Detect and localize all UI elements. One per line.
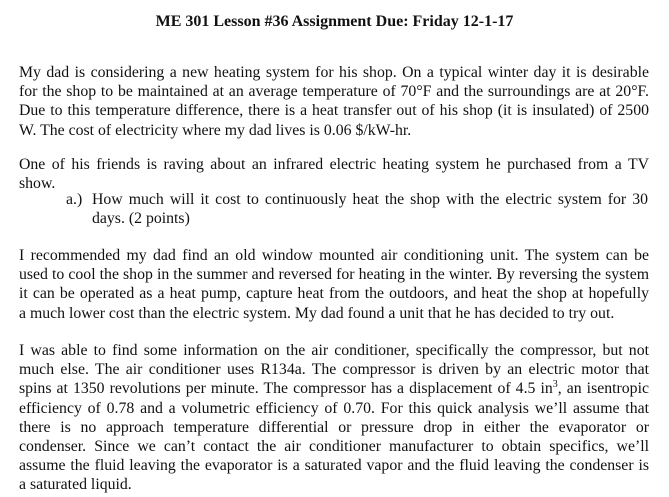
text-line: there is no approach temperature differential or pressure drop in either the evaporator or	[19, 418, 649, 436]
text-line: assume the fluid leaving the evaporator is a saturated vapor and the fluid leaving the condenser is	[19, 457, 649, 475]
text-line: used to cool the shop in the summer and reversed for heating in the winter. By reversing the system	[19, 266, 649, 284]
question-text: days. (2 points)	[92, 210, 190, 228]
text-line: One of his friends is raving about an infrared electric heating system he purchased from a TV	[19, 156, 649, 173]
text-line: efficiency of 0.78 and a volumetric efficiency of 0.70. For this quick analysis we’ll assume that	[19, 399, 649, 417]
question-label: a.)	[66, 191, 83, 208]
text-segment: spins at 1350 revolutions per minute. The compressor has a displacement of 4.5 in	[19, 380, 553, 398]
text-line: W. The cost of electricity where my dad lives is 0.06 $/kW-hr.	[19, 121, 412, 139]
text-line: I was able to find some information on the air conditioner, specifically the compressor, but not	[19, 342, 649, 359]
paragraph-heating-problem	[19, 63, 649, 140]
text-line: a much lower cost than the electric system. My dad found a unit that he has decided to try out.	[19, 304, 615, 322]
question-a	[66, 190, 648, 228]
text-line: much else. The air conditioner uses R134a. The compressor is driven by an electric motor that	[19, 361, 649, 379]
text-line: Due to this temperature difference, there is a heat transfer out of his shop (it is insulated) of 2500	[19, 102, 649, 120]
question-text: How much will it cost to continuously heat the shop with the electric system for 30	[92, 191, 648, 208]
text-line: show.	[19, 175, 56, 193]
text-segment: , an isentropic	[557, 380, 649, 398]
text-line: condenser. Since we can’t contact the air conditioner manufacturer to obtain specifics, we’ll	[19, 438, 649, 456]
text-line	[19, 379, 649, 398]
text-line: My dad is considering a new heating system for his shop. On a typical winter day it is desirable	[19, 64, 649, 81]
text-line: it can be operated as a heat pump, capture heat from the outdoors, and heat the shop at hopefully	[19, 285, 649, 303]
paragraph-infrared-system	[19, 155, 649, 193]
text-line: I recommended my dad find an old window mounted air conditioning unit. The system can be	[19, 247, 649, 264]
assignment-title: ME 301 Lesson #36 Assignment Due: Friday 12-1-17	[155, 13, 514, 30]
paragraph-compressor-info	[19, 341, 649, 495]
text-line: a saturated liquid.	[19, 476, 132, 494]
text-line: for the shop to be maintained at an average temperature of 70°F and the surroundings are at 20°F.	[19, 83, 649, 101]
paragraph-window-unit	[19, 246, 649, 323]
superscript: 3	[552, 379, 558, 391]
